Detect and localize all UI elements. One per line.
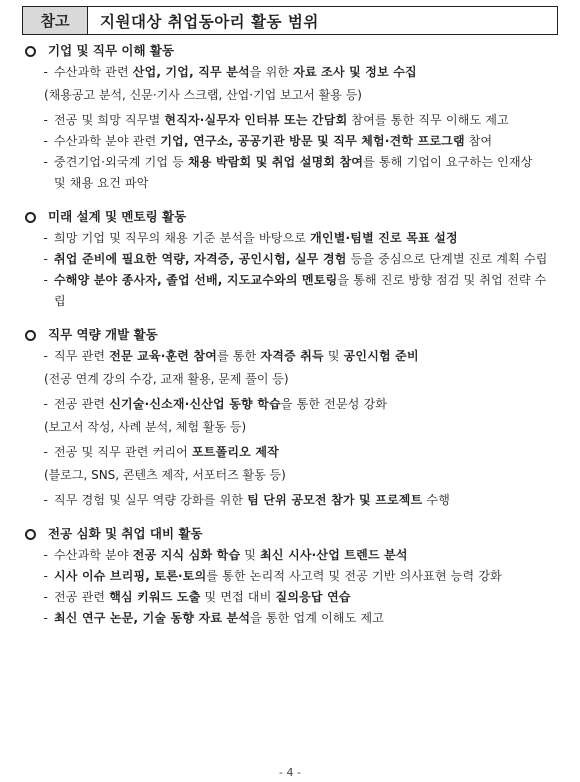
- emphasis-text: 신기술·신소재·신산업 동향 학습: [109, 397, 281, 411]
- dash-bullet-icon: -: [43, 65, 48, 79]
- list-item-text: [54, 608, 556, 629]
- list-item: [22, 545, 556, 566]
- body-text: 및 면접 대비: [200, 590, 276, 604]
- list-item: [22, 270, 556, 312]
- emphasis-text: 현직자·실무자 인터뷰 또는 간담회: [164, 113, 348, 127]
- list-item: [22, 346, 556, 367]
- list-item: [22, 110, 556, 131]
- dash-bullet-icon: -: [43, 397, 48, 411]
- section-title-text: 기업 및 직무 이해 활동: [48, 43, 175, 58]
- dash-bullet-icon: -: [43, 569, 48, 583]
- circle-bullet-icon: [25, 330, 36, 341]
- body-text: 수행: [422, 493, 450, 507]
- body-text: 을 통한 전문성 강화: [280, 397, 388, 411]
- emphasis-text: 최신 연구 논문, 기술 동향 자료 분석: [54, 611, 251, 625]
- emphasis-text: 질의응답 연습: [275, 590, 351, 604]
- section-title: [22, 206, 556, 228]
- list-item: [22, 394, 556, 415]
- dash-bullet-icon: -: [43, 252, 48, 266]
- item-note: (채용공고 분석, 신문·기사 스크랩, 산업·기업 보고서 활용 등): [44, 88, 362, 102]
- section-title: [22, 40, 556, 62]
- emphasis-text: 자격증 취득: [260, 349, 324, 363]
- list-item: [22, 608, 556, 629]
- header-tag: 참고: [23, 7, 87, 34]
- dash-bullet-icon: -: [43, 155, 48, 169]
- list-item-text: [54, 490, 556, 511]
- list-item-text: [54, 587, 556, 608]
- section: [22, 523, 556, 629]
- list-item-text: [54, 228, 556, 249]
- list-item: [22, 566, 556, 587]
- dash-bullet-icon: -: [43, 590, 48, 604]
- list-item-text: [54, 346, 556, 367]
- body-text: 전공 관련: [54, 397, 110, 411]
- body-text: 를 통한: [217, 349, 261, 363]
- list-item: [22, 62, 556, 83]
- dash-bullet-icon: -: [43, 113, 48, 127]
- dash-bullet-icon: -: [43, 273, 48, 287]
- body-text: 전공 관련: [54, 590, 110, 604]
- list-item-text: [54, 394, 556, 415]
- list-item-text: [54, 545, 556, 566]
- body-text: 참여를 통한 직무 이해도 제고: [347, 113, 509, 127]
- body-text: 를 통한 논리적 사고력 및 전공 기반 의사표현 능력 강화: [206, 569, 502, 583]
- list-item: [22, 490, 556, 511]
- section: [22, 206, 556, 312]
- list-item-text: [54, 62, 556, 83]
- emphasis-text: 최신 시사·산업 트렌드 분석: [260, 548, 408, 562]
- emphasis-text: 자료 조사 및 정보 수집: [293, 65, 417, 79]
- section: [22, 324, 556, 511]
- dash-bullet-icon: -: [43, 611, 48, 625]
- body-text: 수산과학 관련: [54, 65, 133, 79]
- section-title-text: 직무 역량 개발 활동: [48, 327, 158, 342]
- body-text: 을 통한 업계 이해도 제고: [250, 611, 385, 625]
- circle-bullet-icon: [25, 212, 36, 223]
- list-item-text: [54, 152, 556, 194]
- dash-bullet-icon: -: [43, 493, 48, 507]
- list-item-text: [54, 442, 556, 463]
- section-title-text: 전공 심화 및 취업 대비 활동: [48, 526, 203, 541]
- body-text: 수산과학 분야: [54, 548, 133, 562]
- list-item-text: [54, 110, 556, 131]
- body-text: 전공 및 직무 관련 커리어: [54, 445, 192, 459]
- emphasis-text: 전공 지식 심화 학습: [132, 548, 241, 562]
- dash-bullet-icon: -: [43, 349, 48, 363]
- body-text: 중견기업·외국계 기업 등: [54, 155, 188, 169]
- list-item: [22, 131, 556, 152]
- body-text: 전공 및 희망 직무별: [54, 113, 165, 127]
- dash-bullet-icon: -: [43, 548, 48, 562]
- emphasis-text: 산업, 기업, 직무 분석: [132, 65, 250, 79]
- section-title: [22, 523, 556, 545]
- body-text: 등을 중심으로 단계별 진로 계획 수립: [346, 252, 548, 266]
- body-text: 희망 기업 및 직무의 채용 기준 분석을 바탕으로: [54, 231, 311, 245]
- emphasis-text: 포트폴리오 제작: [192, 445, 279, 459]
- page-header: [22, 6, 558, 35]
- emphasis-text: 기업, 연구소, 공공기관 방문 및 직무 체험·견학 프로그램: [160, 134, 465, 148]
- body-text: 직무 경험 및 실무 역량 강화를 위한: [54, 493, 248, 507]
- section-title-text: 미래 설계 및 멘토링 활동: [48, 209, 187, 224]
- list-item-text: [54, 131, 556, 152]
- section: [22, 40, 556, 194]
- item-note: (보고서 작성, 사례 분석, 체험 활동 등): [44, 420, 247, 434]
- emphasis-text: 전문 교육·훈련 참여: [109, 349, 218, 363]
- item-note: (전공 연계 강의 수강, 교재 활용, 문제 풀이 등): [44, 372, 289, 386]
- body-text: 참여: [464, 134, 493, 148]
- emphasis-text: 핵심 키워드 도출: [109, 590, 201, 604]
- body-text: 직무 관련: [54, 349, 110, 363]
- list-item: [22, 228, 556, 249]
- list-item: [22, 249, 556, 270]
- list-item: [22, 442, 556, 463]
- circle-bullet-icon: [25, 529, 36, 540]
- body-text: 을 통해 진로 방향 점검 및 취업 전략 수립: [54, 273, 547, 308]
- circle-bullet-icon: [25, 46, 36, 57]
- body-text: 수산과학 분야 관련: [54, 134, 161, 148]
- list-item: [22, 152, 556, 194]
- dash-bullet-icon: -: [43, 445, 48, 459]
- emphasis-text: 채용 박람회 및 취업 설명회 참여: [187, 155, 364, 169]
- emphasis-text: 수해양 분야 종사자, 졸업 선배, 지도교수와의 멘토링: [54, 273, 338, 287]
- emphasis-text: 취업 준비에 필요한 역량, 자격증, 공인시험, 실무 경험: [54, 252, 347, 266]
- body-text: 및: [323, 349, 344, 363]
- dash-bullet-icon: -: [43, 134, 48, 148]
- body-text: 및: [240, 548, 261, 562]
- document-body: [22, 40, 556, 641]
- list-item-text: [54, 249, 556, 270]
- list-item-text: [54, 270, 556, 312]
- emphasis-text: 개인별·팀별 진로 목표 설정: [310, 231, 458, 245]
- page-number: - 4 -: [279, 766, 301, 779]
- section-title: [22, 324, 556, 346]
- list-item-text: [54, 566, 556, 587]
- emphasis-text: 시사 이슈 브리핑, 토론·토의: [54, 569, 207, 583]
- page-title: 지원대상 취업동아리 활동 범위: [100, 12, 319, 31]
- emphasis-text: 공인시험 준비: [343, 349, 419, 363]
- body-text: 을 위한: [249, 65, 294, 79]
- item-note: (블로그, SNS, 콘텐츠 제작, 서포터즈 활동 등): [44, 468, 286, 482]
- body-text: 를 통해 기업이 요구하는 인재상 및 채용 요건 파악: [54, 155, 533, 190]
- list-item: [22, 587, 556, 608]
- emphasis-text: 팀 단위 공모전 참가 및 프로젝트: [247, 493, 423, 507]
- dash-bullet-icon: -: [43, 231, 48, 245]
